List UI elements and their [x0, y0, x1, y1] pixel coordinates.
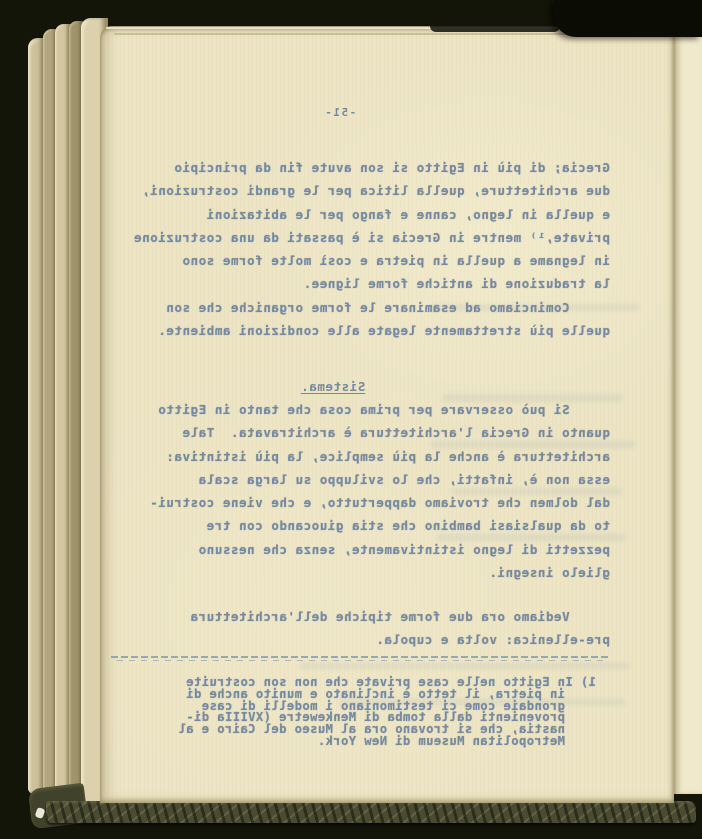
text-line: due architetture, quella litica per le grandi costruzioni,: [141, 183, 610, 199]
paragraph-block-3: [112, 605, 610, 652]
scan-clamp-shadow: [554, 0, 702, 37]
text-line: pre-ellenica: volta e cupola.: [375, 632, 610, 648]
text-line: grondaie come ci testimoniano i modelli di case: [201, 698, 596, 713]
paragraph-block-1: [112, 156, 610, 342]
text-line: in pietra, il tetto è inclinato e munito anche di: [185, 686, 596, 701]
book-cover-edge: [46, 801, 696, 823]
text-line: in legname a quella in pietra e così molte forme sono: [181, 253, 610, 269]
text-line: Grecia; di più in Egitto si son avute fin da principio: [173, 160, 610, 175]
paragraph-block-2: [112, 398, 610, 584]
text-line: quanto in Grecia l'architettura è architravata. Tale: [181, 425, 610, 441]
page-number: -51-: [323, 106, 357, 119]
text-line: architettura è anche la più semplice, la più istintiva:: [165, 448, 610, 464]
scanned-page: [100, 26, 674, 803]
text-line: provenienti dalla tomba di Menkewetre (XVIIIa di-: [185, 710, 596, 725]
mirrored-text-layer: [100, 26, 674, 803]
book-page-stack: [28, 18, 108, 810]
text-line: quelle più strettamente legate alle condizioni ambiente.: [157, 323, 610, 339]
text-line: Si può osservare per prima cosa che tanto in Egitto: [157, 402, 610, 417]
scan-shadow-step: [430, 26, 560, 32]
adjacent-page-edge: [676, 34, 702, 794]
text-line: la traduzione di antiche forme lignee.: [303, 276, 610, 292]
text-line: dal dolmen che troviamo dappertutto, e che viene costrui-: [149, 495, 610, 511]
text-line: Metropolitan Museum di New York.: [317, 733, 596, 748]
text-line: nastia, che si trovano ora al Museo del Cairo e al: [178, 722, 596, 737]
text-line: to da qualsiasi bambino che stia giuocando con tre: [206, 518, 610, 534]
text-line: e quella in legno, canne e fango per le abitazioni: [206, 206, 610, 222]
text-line: Cominciamo ad esaminare le forme organiche che son: [165, 299, 610, 315]
text-line: pezzetti di legno istintivamente, senza che nessuno: [198, 541, 610, 557]
section-heading: Sistema.: [300, 379, 366, 394]
footnote-separator: [111, 656, 608, 661]
text-line: essa non è, infatti, che lo sviluppo su larga scala: [198, 471, 610, 487]
text-line: 1) In Egitto nelle case private che non son costruite: [185, 675, 596, 689]
footnote: [110, 677, 596, 748]
text-line: Vediamo ora due forme tipiche dell'architettura: [190, 609, 610, 624]
text-line: private,¹⁾ mentre in Grecia si è passati da una costruzione: [133, 229, 610, 245]
text-line: glielo insegni.: [488, 565, 610, 581]
